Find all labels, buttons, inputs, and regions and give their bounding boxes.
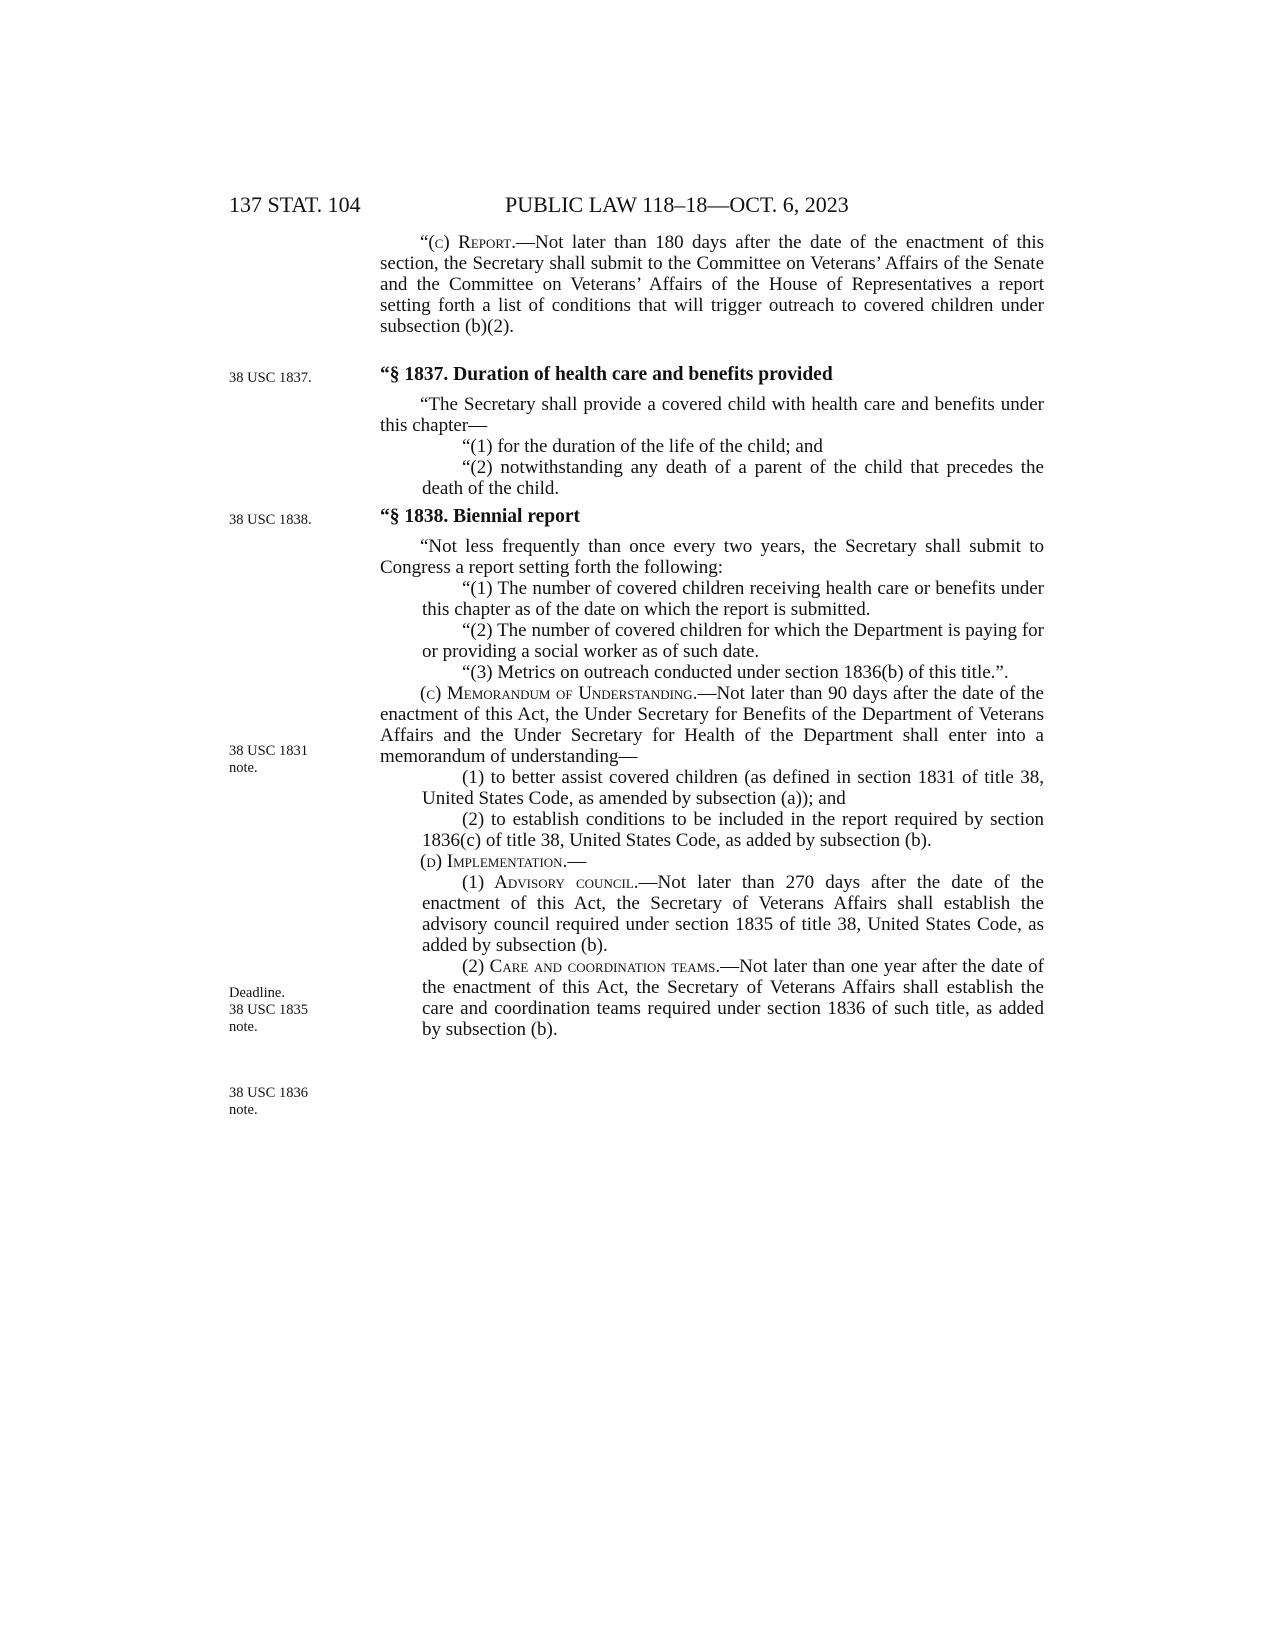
memo-item-2: (2) to establish conditions to be included in the report required by section 1836(c) of title 38, United States Code, as added by subsection (b). [422,809,1044,851]
advisory-council-text: —Not later than 270 days after the date of the enactment of this Act, the Secretary of Veterans Affairs shall establish the advisory council required under section 1835 of title 38, United States Code, as added by subsection (b). [422,872,1044,956]
section-1838-intro: “Not less frequently than once every two years, the Secretary shall submit to Congress a report setting forth the following: [380,536,1044,578]
margin-note-deadline: Deadline. [229,985,285,1001]
care-teams-label: (2) Care and coordination teams. [462,956,721,977]
section-1838-item-1: “(1) The number of covered children receiving health care or benefits under this chapter as of the date on which the report is submitted. [422,578,1044,620]
margin-note-1836-line1: 38 USC 1836 [229,1085,308,1101]
memo-text: —Not later than 90 days after the date of the enactment of this Act, the Under Secretary for Benefits of the Department of Veterans Affairs and the Under Secretary for Health of the Department shall enter into a memorandum of understanding— [380,683,1044,767]
margin-note-1836 [229,1085,308,1119]
stat-page-number: 137 STAT. 104 [229,192,361,217]
advisory-council-paragraph [422,872,1044,956]
margin-note-1836-line2: note. [229,1102,258,1118]
margin-note-1838-text: 38 USC 1838. [229,512,312,528]
margin-note-1835-line2: note. [229,1019,258,1035]
memo-paragraph [380,683,1044,767]
implementation-dash: — [567,851,587,872]
section-1838-item-3: “(3) Metrics on outreach conducted under section 1836(b) of this title.”. [462,662,1009,683]
memo-label: (c) Memorandum of Understanding. [420,683,698,704]
margin-note-1831 [229,743,308,777]
implementation-paragraph [380,851,1044,872]
section-1837-item-1: “(1) for the duration of the life of the child; and [462,436,823,457]
public-law-title: PUBLIC LAW 118–18—OCT. 6, 2023 [505,192,849,217]
memo-item-1: (1) to better assist covered children (as defined in section 1831 of title 38, United States Code, as amended by subsection (a)); and [422,767,1044,809]
margin-note-1837 [229,370,312,387]
implementation-label: (d) Implementation. [420,851,568,872]
margin-note-1835-line1: 38 USC 1835 [229,1002,308,1018]
report-text: —Not later than 180 days after the date of the enactment of this section, the Secretary shall submit to the Committee on Veterans’ Affairs of the Senate and the Committee on Veterans’ Affairs of the House of Representatives a report setting forth a list of conditions that will trigger outreach to covered children under subsection (b)(2). [380,232,1044,337]
report-subsection [380,232,1044,337]
section-1837-intro: “The Secretary shall provide a covered child with health care and benefits under this chapter— [380,394,1044,436]
report-paragraph [380,232,1044,337]
page-header [0,192,1275,222]
section-1837-heading: “§ 1837. Duration of health care and benefits provided [380,364,833,385]
margin-note-deadline-1835 [229,985,308,1036]
margin-note-1831-line1: 38 USC 1831 [229,743,308,759]
section-1838 [380,506,1044,1040]
section-1837 [380,364,1044,499]
advisory-council-label: (1) Advisory council. [462,872,639,893]
section-1838-item-2: “(2) The number of covered children for which the Department is paying for or providing a social worker as of such date. [422,620,1044,662]
section-1837-item-2: “(2) notwithstanding any death of a parent of the child that precedes the death of the child. [422,457,1044,499]
section-1838-heading: “§ 1838. Biennial report [380,506,581,527]
care-teams-paragraph [422,956,1044,1040]
margin-note-1837-text: 38 USC 1837. [229,370,312,386]
margin-note-1831-line2: note. [229,760,258,776]
margin-note-1838 [229,512,312,529]
care-teams-text: —Not later than one year after the date of the enactment of this Act, the Secretary of Veterans Affairs shall establish the care and coordination teams required under section 1836 of such title, as added by subsection (b). [422,956,1044,1040]
report-label: “(c) Report. [420,232,516,253]
